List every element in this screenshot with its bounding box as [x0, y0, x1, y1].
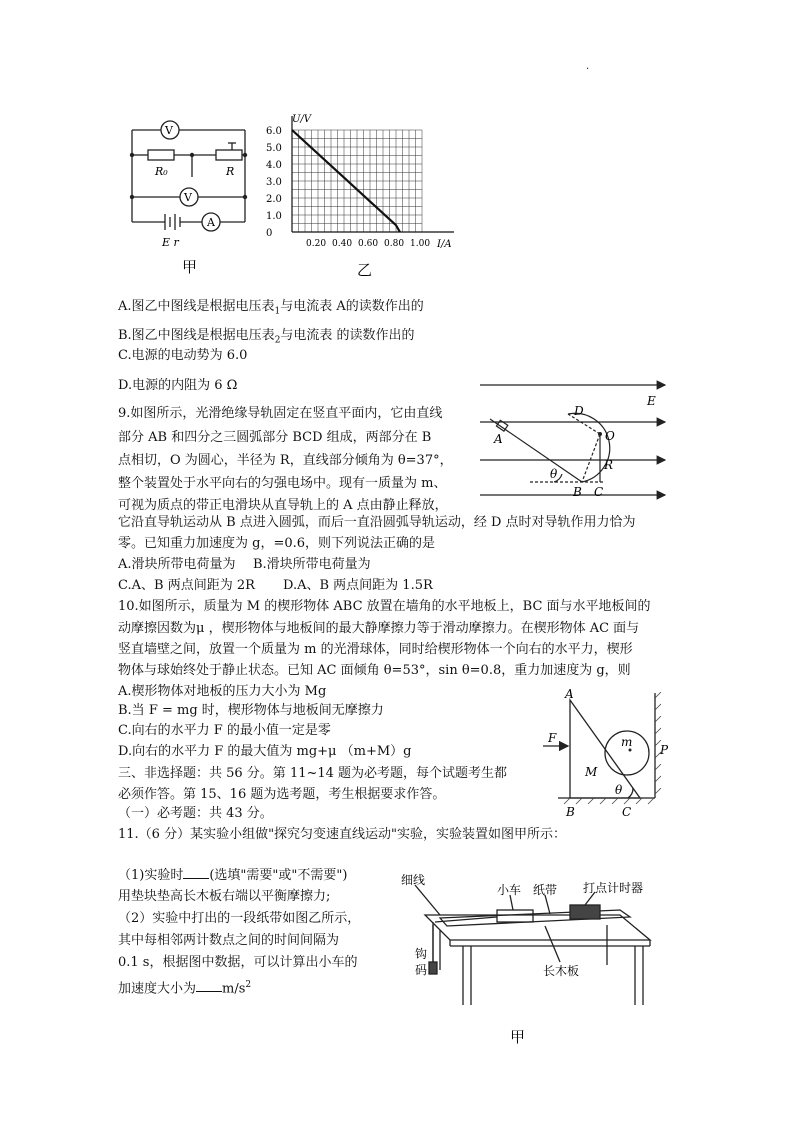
label-timer: 打点计时器 [583, 881, 644, 895]
fig11-caption: 甲 [510, 1028, 526, 1046]
x-tick-label: 0.80 [384, 239, 405, 249]
q10-line-2: 动摩擦因数为μ ，楔形物体与地板间的最大静摩擦力等于滑动摩擦力。在楔形物体 AC 面与 [118, 621, 640, 636]
q10-option-a: A.楔形物体对地板的压力大小为 Mg [118, 684, 327, 699]
angle-theta-label: θ [615, 783, 623, 797]
q11-part2-a: （2）实验中打出的一段纸带如图乙所示， [118, 911, 361, 926]
part3-line-1: 三、非选择题：共 56 分。第 11~14 题为必考题，每个试题考生都 [118, 766, 508, 781]
label-cart: 小车 [497, 883, 522, 897]
q9-line-4: 整个装置处于水平向右的匀强电场中。现有一质量为 m、 [118, 476, 447, 491]
q9-line-2: 部分 AB 和四分之三圆弧部分 BCD 组成，两部分在 B [118, 430, 432, 445]
u-i-chart [262, 112, 462, 284]
corner-mark: . [586, 61, 590, 72]
x-tick-label: 0.20 [306, 239, 327, 249]
point-b-label: B [573, 485, 582, 499]
r0-label: R₀ [155, 165, 168, 178]
wall-p-label: P [660, 743, 669, 757]
q9-line-7: 零。已知重力加速度为 g，=0.6，则下列说法正确的是 [118, 536, 436, 551]
q9-line-1: 9.如图所示，光滑绝缘导轨固定在竖直平面内，它由直线 [118, 406, 443, 421]
y-tick-label: 0 [266, 228, 273, 239]
wedge-a-label: A [565, 688, 574, 701]
emf-label: E r [162, 236, 179, 249]
q8-option-a: A.图乙中图线是根据电压表$_1$与电流表 A的读数作出的 [118, 299, 424, 317]
q10-wedge-diagram [540, 688, 680, 823]
q9-option-c: C.A、B 两点间距为 2R [118, 578, 255, 593]
y-tick-label: 3.0 [266, 177, 282, 188]
q8-option-d: D.电源的内阻为 6 Ω [118, 378, 238, 393]
v2-label: V [184, 191, 192, 204]
y-tick-label: 6.0 [266, 126, 282, 137]
q9-line-3: 点相切，O 为圆心，半径为 R，直线部分倾角为 θ=37°， [118, 453, 453, 468]
y-tick-label: 2.0 [266, 194, 282, 205]
y-tick-label: 1.0 [266, 211, 282, 222]
circuit-diagram [120, 115, 260, 280]
q11-apparatus-diagram [385, 870, 660, 1050]
q11-part2-d: 加速度大小为 $m/s^2$ [118, 980, 252, 997]
q9-track-diagram [470, 372, 670, 507]
q8-option-b: B.图乙中图线是根据电压表$_2$与电流表 的读数作出的 [118, 328, 415, 346]
wedge-m-label: M [585, 765, 598, 779]
label-string: 细线 [401, 873, 426, 887]
wedge-b-label: B [566, 805, 575, 819]
label-board: 长木板 [543, 964, 580, 978]
q10-option-b: B.当 F = mg 时，楔形物体与地板间无摩擦力 [118, 703, 384, 718]
label-weight-1: 钩 [415, 947, 428, 961]
center-o-label: O [605, 429, 615, 443]
q10-option-c: C.向右的水平力 F 的最小值一定是零 [118, 723, 331, 738]
force-f-label: F [548, 731, 557, 745]
fig-yi-caption: 乙 [357, 261, 373, 279]
wedge-c-label: C [622, 805, 632, 819]
q8-option-c: C.电源的电动势为 6.0 [118, 348, 248, 363]
q9-line-6: 它沿直导轨运动从 B 点进入圆弧，而后一直沿圆弧导轨运动，经 D 点时对导轨作用力恰为 [118, 515, 636, 530]
field-e-label: E [647, 394, 656, 408]
q9-option-b: B.滑块所带电荷量为 [253, 557, 371, 572]
q9-line-5: 可视为质点的带正电滑块从直导轨上的 A 点由静止释放， [118, 498, 448, 513]
x-tick-label: 0.60 [358, 239, 379, 249]
ball-m-label: m [621, 735, 633, 749]
q11-intro: 11.（6 分）某实验小组做"探究匀变速直线运动"实验，实验装置如图甲所示： [118, 827, 567, 842]
part3-line-2: 必须作答。第 15、16 题为选考题，考生根据要求作答。 [118, 787, 446, 802]
q11-part2-b: 其中每相邻两计数点之间的时间间隔为 [118, 933, 340, 948]
q10-line-4: 物体与球始终处于静止状态。已知 AC 面倾角 θ=53°，sin θ=0.8，重力加速度为 g，则 [118, 663, 631, 678]
y-tick-label: 4.0 [266, 160, 282, 171]
ammeter-label: A [207, 216, 215, 229]
y-axis-label: U/V [292, 114, 312, 125]
q11-part1-cont: 用垫块垫高长木板右端以平衡摩擦力; [118, 889, 331, 904]
part3-line-3: （一）必考题：共 43 分。 [118, 806, 273, 821]
q11-part2-c: 0.1 s，根据图中数据，可以计算出小车的 [118, 955, 358, 970]
q9-option-d: D.A、B 两点间距为 1.5R [283, 578, 433, 593]
x-axis-label: I/A [437, 239, 452, 250]
point-d-label: D [574, 404, 584, 418]
q9-option-a: A.滑块所带电荷量为 [118, 557, 236, 572]
y-tick-label: 5.0 [266, 143, 282, 154]
r-label: R [226, 165, 235, 178]
fig-jia-caption: 甲 [182, 258, 198, 276]
label-tape: 纸带 [533, 883, 558, 897]
point-c-label: C [594, 485, 604, 499]
label-weight-2: 码 [415, 963, 428, 977]
x-tick-label: 0.40 [332, 239, 353, 249]
angle-theta-label: θ [550, 467, 558, 481]
q10-option-d: D.向右的水平力 F 的最大值为 mg+μ （m+M）g [118, 744, 412, 759]
radius-r-label: R [604, 458, 614, 472]
v1-label: V [165, 124, 173, 137]
q11-part1: （1)实验时 (选填"需要"或"不需要") [118, 868, 348, 883]
q10-line-3: 竖直墙壁之间，放置一个质量为 m 的光滑球体，同时给楔形物体一个向右的水平力，楔形 [118, 642, 633, 657]
point-a-label: A [494, 432, 503, 446]
x-tick-label: 1.00 [410, 239, 431, 249]
q10-line-1: 10.如图所示，质量为 M 的楔形物体 ABC 放置在墙角的水平地板上，BC 面与水平地板间的 [118, 599, 651, 614]
